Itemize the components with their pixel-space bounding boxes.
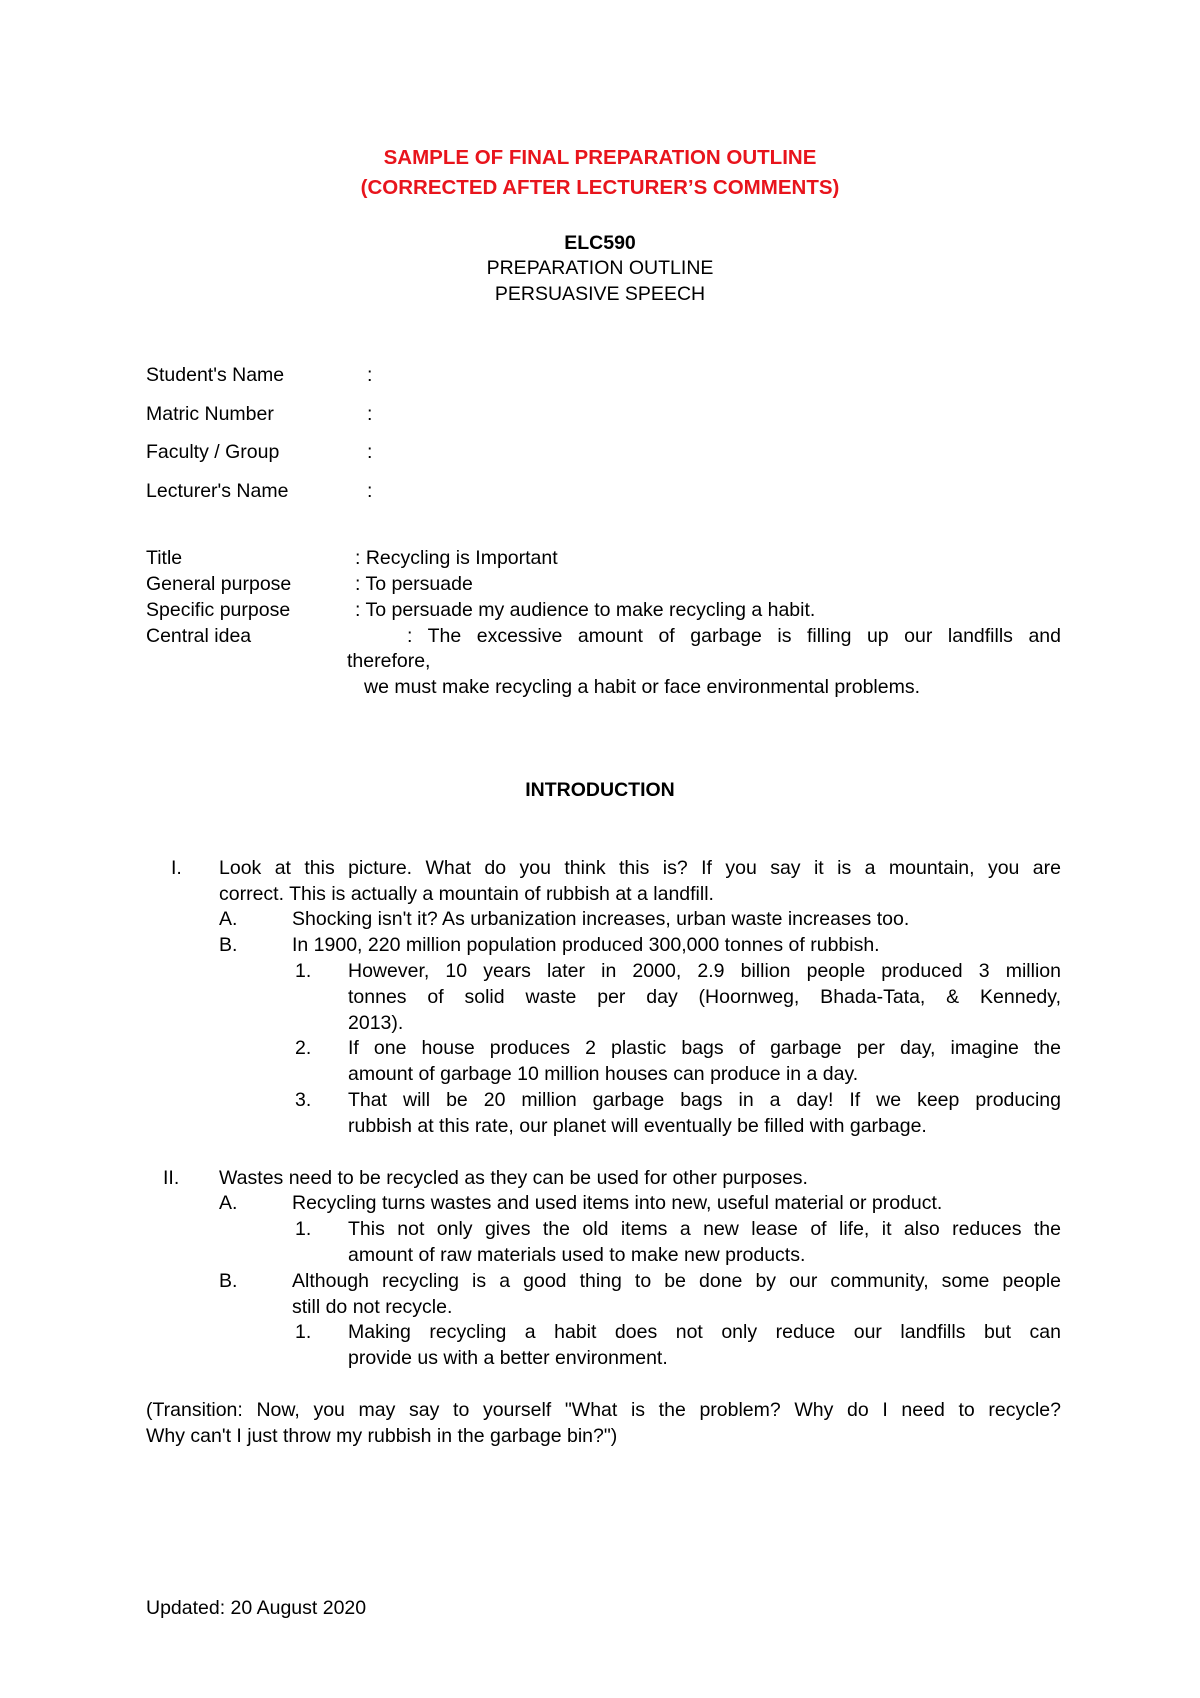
point-2b-line1: Although recycling is a good thing to be done by our community, some people <box>292 1270 1061 1292</box>
point-2a1-line2: amount of raw materials used to make new products. <box>348 1244 806 1266</box>
title-value: : Recycling is Important <box>355 547 558 569</box>
transition-line2: Why can't I just throw my rubbish in the garbage bin?") <box>146 1425 618 1447</box>
title-label: Title <box>146 547 183 569</box>
document-title-line1: SAMPLE OF FINAL PREPARATION OUTLINE <box>383 146 817 169</box>
matric-number-colon: : <box>367 403 373 425</box>
point-1b1-line1: However, 10 years later in 2000, 2.9 billion people produced 3 million <box>348 960 1061 982</box>
point-2-marker: II. <box>163 1167 180 1189</box>
central-idea-value-line2: therefore, <box>347 650 431 672</box>
point-1a-text: Shocking isn't it? As urbanization increases, urban waste increases too. <box>292 908 910 930</box>
point-2b1-line1: Making recycling a habit does not only reduce our landfills but can <box>348 1321 1061 1343</box>
point-1b2-line2: amount of garbage 10 million houses can produce in a day. <box>348 1063 859 1085</box>
point-1-marker: I. <box>171 857 182 879</box>
updated-date-footer: Updated: 20 August 2020 <box>146 1597 367 1619</box>
speech-type-subtitle: PERSUASIVE SPEECH <box>494 283 706 305</box>
point-1b3-line1: That will be 20 million garbage bags in a day! If we keep producing <box>348 1089 1061 1111</box>
document-title-line2: (CORRECTED AFTER LECTURER’S COMMENTS) <box>360 176 840 199</box>
point-2b1-line2: provide us with a better environment. <box>348 1347 668 1369</box>
point-1b-marker: B. <box>219 934 238 956</box>
point-1b3-marker: 3. <box>295 1089 312 1111</box>
general-purpose-label: General purpose <box>146 573 292 595</box>
point-1a-marker: A. <box>219 908 238 930</box>
point-1b1-marker: 1. <box>295 960 312 982</box>
specific-purpose-label: Specific purpose <box>146 599 291 621</box>
specific-purpose-value: : To persuade my audience to make recycling a habit. <box>355 599 816 621</box>
transition-line1: (Transition: Now, you may say to yourself "What is the problem? Why do I need to recycle? <box>146 1399 1061 1421</box>
point-1b1-line3: 2013). <box>348 1012 404 1034</box>
outline-subtitle: PREPARATION OUTLINE <box>486 257 714 279</box>
point-2a-marker: A. <box>219 1192 238 1214</box>
point-1b3-line2: rubbish at this rate, our planet will eventually be filled with garbage. <box>348 1115 927 1137</box>
lecturer-name-label: Lecturer's Name <box>146 480 289 502</box>
faculty-group-colon: : <box>367 441 373 463</box>
point-1b2-marker: 2. <box>295 1037 312 1059</box>
point-2-line1: Wastes need to be recycled as they can be used for other purposes. <box>219 1167 808 1189</box>
point-1b-text: In 1900, 220 million population produced 300,000 tonnes of rubbish. <box>292 934 880 956</box>
point-2a-text: Recycling turns wastes and used items into new, useful material or product. <box>292 1192 943 1214</box>
faculty-group-label: Faculty / Group <box>146 441 280 463</box>
point-1-line2: correct. This is actually a mountain of rubbish at a landfill. <box>219 883 714 905</box>
point-2b-marker: B. <box>219 1270 238 1292</box>
point-1b1-line2: tonnes of solid waste per day (Hoornweg, Bhada-Tata, & Kennedy, <box>348 986 1061 1008</box>
point-2b-line2: still do not recycle. <box>292 1296 453 1318</box>
student-name-label: Student's Name <box>146 364 285 386</box>
central-idea-label: Central idea <box>146 625 252 647</box>
course-code: ELC590 <box>564 232 636 254</box>
introduction-heading: INTRODUCTION <box>525 779 675 801</box>
central-idea-value-line1: : The excessive amount of garbage is filling up our landfills and <box>407 625 1061 647</box>
point-1-line1: Look at this picture. What do you think this is? If you say it is a mountain, you are <box>219 857 1061 879</box>
point-2a1-marker: 1. <box>295 1218 312 1240</box>
point-1b2-line1: If one house produces 2 plastic bags of garbage per day, imagine the <box>348 1037 1061 1059</box>
central-idea-value-line3: we must make recycling a habit or face environmental problems. <box>364 676 920 698</box>
student-name-colon: : <box>367 364 373 386</box>
lecturer-name-colon: : <box>367 480 373 502</box>
point-2a1-line1: This not only gives the old items a new lease of life, it also reduces the <box>348 1218 1061 1240</box>
general-purpose-value: : To persuade <box>355 573 473 595</box>
matric-number-label: Matric Number <box>146 403 274 425</box>
point-2b1-marker: 1. <box>295 1321 312 1343</box>
